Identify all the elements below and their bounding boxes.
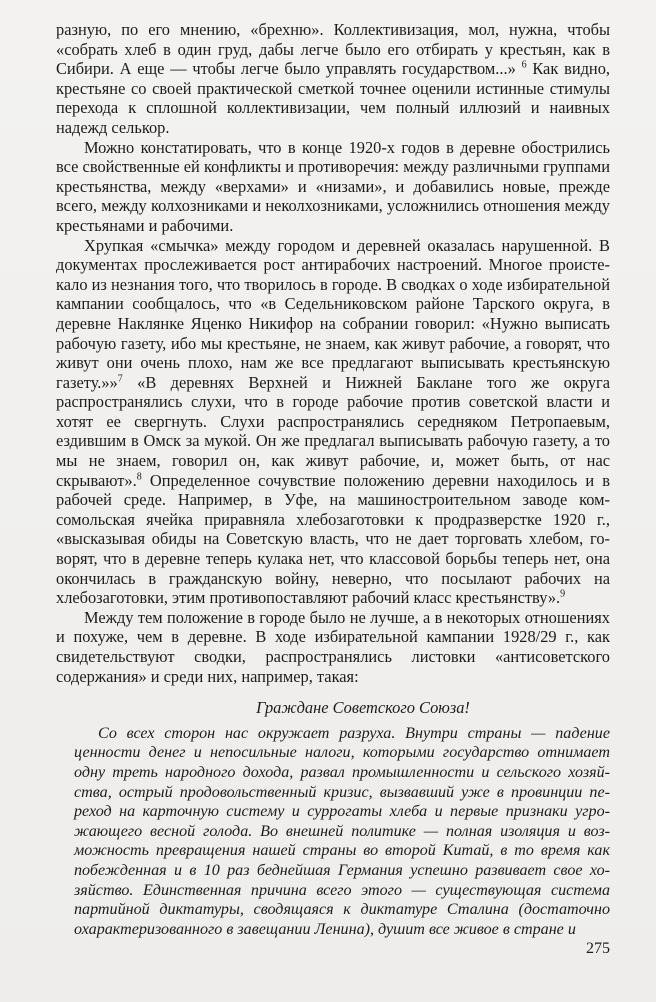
body-text [56,20,610,939]
page-number: 275 [586,940,610,957]
paragraph-text: Определенное сочувствие положению деревни находилось и в рабочей среде. Например, в Уфе, на машиностроительном заводе комсомольская ячейка приравняла хлебозаготовки к продразверстке 1920 г., «высказывая обиды на Советскую власть, что не дает торговать хлебом, говорят, что в деревне теперь кулака нет, что классовой борьбы теперь нет, она окончилась в гражданскую войну, неверно, что посылают рабочих на хлебозаготовки, этим противопоставляют рабочий класс крестьянству». [56,470,610,608]
paragraph-text: Как видно, крестьяне со своей практической сметкой точнее оценили истинные стимулы перехода к сплошной коллективизации, чем полный иллюзий и наивных надежд селькор. [56,59,610,137]
paragraph-text: Между тем положение в городе было не лучше, а в некоторых отношениях и похуже, чем в деревне. В ходе избирательной кампании 1928/29 г., как свидетельствуют сводки, распространялись листовки «антисоветского содержания» и среди них, например, такая: [56,607,610,686]
leaflet-quote [74,724,610,940]
paragraph [56,236,610,608]
paragraph-text: «В деревнях Верхней и Нижней Баклане того же округа распространялись слухи, что в городе рабочие против советской власти и хотят ее свергнуть. Слухи распространялись середняком Петропаевым, ездившим в Омск за мукой. Он же предлагал выписывать рабочую газету, а то мы не знаем, говорил он, как живут рабочие, и, может быть, от нас скрывают». [56,372,610,490]
paragraph-text: разную, по его мнению, «брехню». Коллективизация, мол, нужна, чтобы «собрать хлеб в один груд, дабы легче было его отбирать у крестьян, как в Сибири. А еще — чтобы легче было управлять государством...» [56,20,610,79]
leaflet-text: Со всех сторон нас окружает разруха. Внутри страны — падение ценности денег и непосильные налоги, которыми государство отнимает одну треть народного дохода, развал промышленности и сельского хозяйства, острый продовольственный кризис, вызвавший уже в провинции переход на карточную систему и суррогаты хлеба и первые признаки угрожающего весной голода. Во внешней политике — полная изоляция и возможность превращения нашей страны во второй Китай, в то время как побежденная и в 10 раз беднейшая Германия успешно развивает свое хозяйство. Единственная причина всего этого — существующая система партийной диктатуры, сводящаяся к диктатуре Сталина (достаточно охарактеризованного в завещании Ленина), душит все живое в стране и [74,724,610,938]
footnote-marker: 8 [136,471,142,483]
paragraph-text: Хрупкая «смычка» между городом и деревней оказалась нарушенной. В документах прослеживается рост антирабочих настроений. Многое проистекало из незнания того, что творилось в городе. В сводках о ходе избирательной кампании сообщалось, что «в Седельниковском районе Тарского округа, в деревне Наклянке Яценко Никифор на собрании говорил: «Нужно выписать рабочую газету, ибо мы крестьяне, не знаем, как живут рабочие, а говорят, что живут они очень плохо, нам же все предлагают выписывать крестьянскую газету.»» [56,235,610,392]
paragraph [56,608,610,686]
footnote-marker: 6 [521,59,527,71]
paragraphs [56,20,610,686]
footnote-marker: 9 [560,588,566,600]
leaflet-title: Граждане Советского Союза! [256,698,470,718]
paragraph [56,138,610,236]
paragraph-text: Можно констатировать, что в конце 1920-х годов в деревне обострились все свойственные ей конфликты и противоречия: между различными группами крестьянства, между «верхами» и «низами», и добавились новые, прежде всего, между колхозниками и неколхозниками, усложнились отношения между крестьянами и рабочими. [56,137,610,235]
footnote-marker: 7 [117,373,123,385]
paragraph [56,20,610,138]
